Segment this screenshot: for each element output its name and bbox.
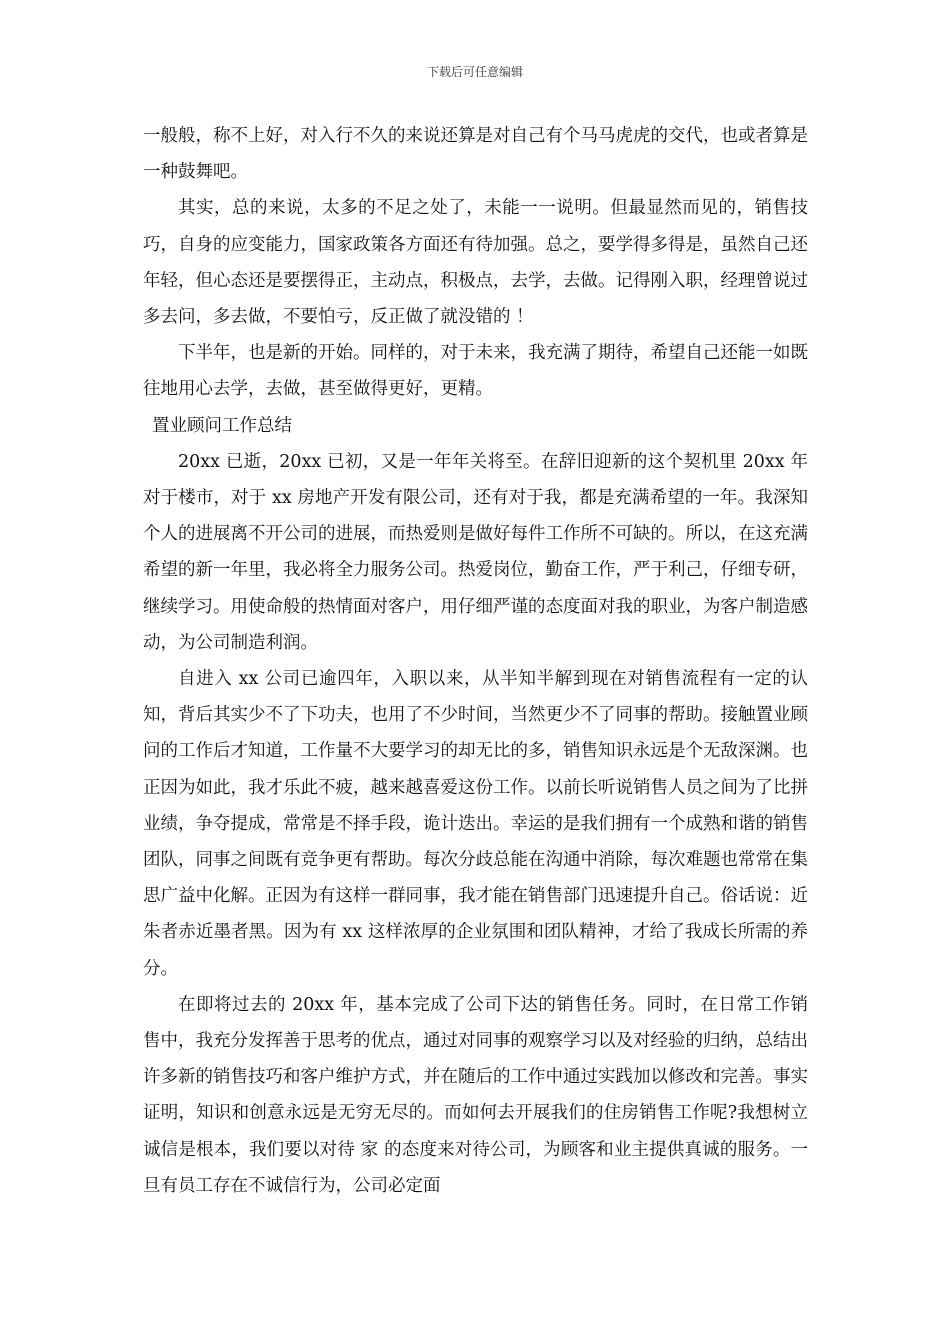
paragraph-1: 一般般，称不上好，对入行不久的来说还算是对自己有个马马虎虎的交代，也或者算是一种鼓舞吧。 [143, 126, 808, 183]
page-header: 下载后可任意编辑 [426, 65, 523, 79]
paragraph-3: 下半年，也是新的开始。同样的，对于未来，我充满了期待，希望自己还能一如既往地用心去学，去做，甚至做得更好，更精。 [143, 343, 808, 400]
document-body [143, 118, 808, 1204]
paragraph-4: 20xx 已逝，20xx 已初，又是一年年关将至。在辞旧迎新的这个契机里 20xx 年对于楼市，对于 xx 房地产开发有限公司，还有对于我，都是充满希望的一年。我深知个人的进展离不开公司的进展，而热爱则是做好每件工作所不可缺的。所以，在这充满希望的新一年里，我必将全力服务公司。热爱岗位，勤奋工作，严于利己，仔细专研，继续学习。用使命般的热情面对客户，用仔细严谨的态度面对我的职业，为客户制造感动，为公司制造利润。 [143, 451, 808, 653]
paragraph-2: 其实，总的来说，太多的不足之处了，未能一一说明。但最显然而见的，销售技巧，自身的应变能力，国家政策各方面还有待加强。总之，要学得多得是，虽然自己还年轻，但心态还是要摆得正，主动点，积极点，去学，去做。记得刚入职，经理曾说过 多去问，多去做，不要怕亏，反正做了就没错的 ！ [143, 198, 808, 328]
section-heading: 置业顾问工作总结 [152, 415, 292, 436]
paragraph-5: 自进入 xx 公司已逾四年，入职以来，从半知半解到现在对销售流程有一定的认知，背后其实少不了下功夫，也用了不少时间，当然更少不了同事的帮助。接触置业顾问的工作后才知道，工作量不大要学习的却无比的多，销售知识永远是个无敌深渊。也正因为如此，我才乐此不疲，越来越喜爱这份工作。以前长听说销售人员之间为了比拼业绩，争夺提成，常常是不择手段，诡计迭出。幸运的是我们拥有一个成熟和谐的销售团队，同事之间既有竞争更有帮助。每次分歧总能在沟通中消除，每次难题也常常在集思广益中化解。正因为有这样一群同事，我才能在销售部门迅速提升自己。俗话说：近朱者赤近墨者黑。因为有 xx 这样浓厚的企业氛围和团队精神，才给了我成长所需的养分。 [143, 669, 808, 979]
paragraph-6: 在即将过去的 20xx 年，基本完成了公司下达的销售任务。同时，在日常工作销售中，我充分发挥善于思考的优点，通过对同事的观察学习以及对经验的归纳，总结出许多新的销售技巧和客户维护方式，并在随后的工作中通过实践加以修改和完善。事实证明，知识和创意永远是无穷无尽的。而如何去开展我们的住房销售工作呢?我想树立诚信是根本，我们要以对待 家 的态度来对待公司，为顾客和业主提供真诚的服务。一旦有员工存在不诚信行为，公司必定面 [143, 994, 808, 1196]
